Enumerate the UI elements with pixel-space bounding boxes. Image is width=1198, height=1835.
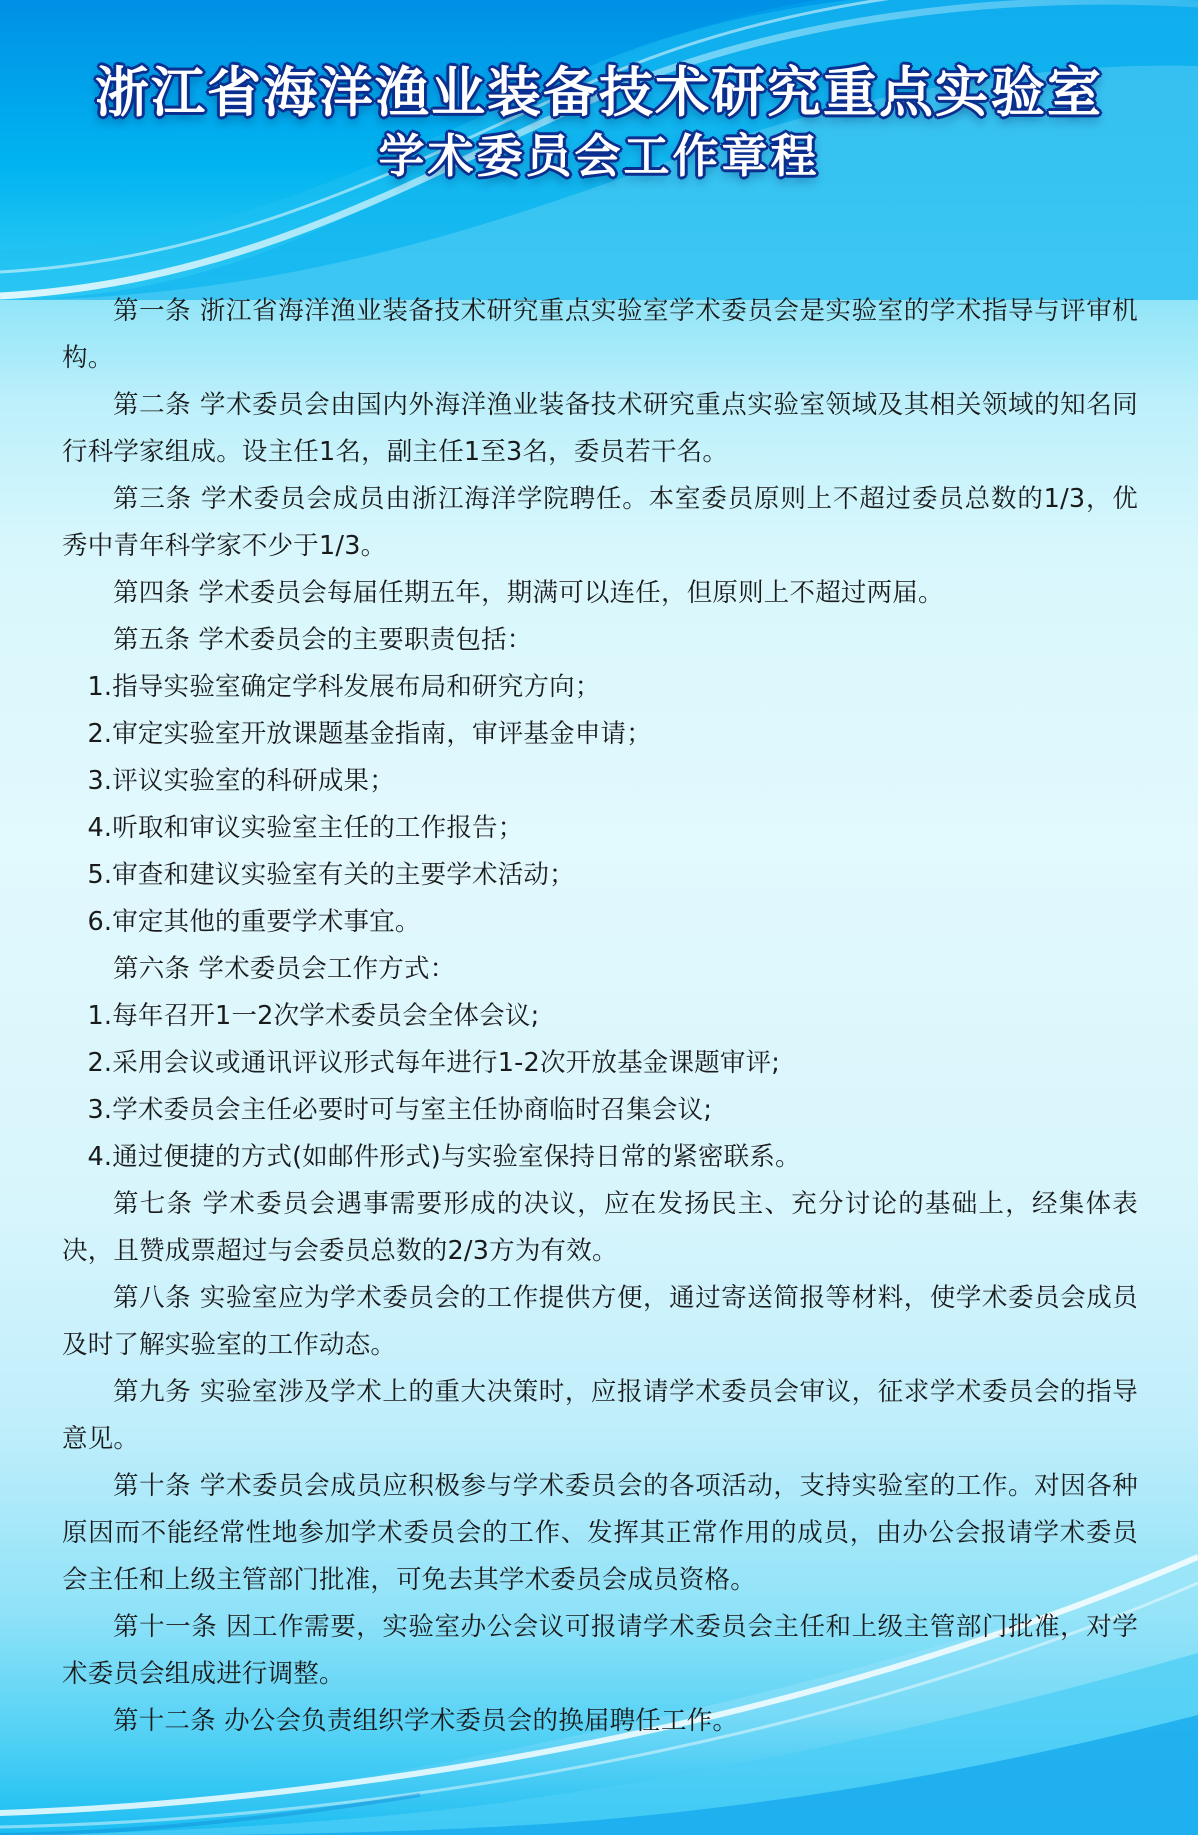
- paragraph: 第十一条 因工作需要，实验室办公会议可报请学术委员会主任和上级主管部门批准，对学术委员会组成进行调整。: [62, 1612, 1138, 1689]
- list-item: 6.审定其他的重要学术事宜。: [87, 907, 421, 937]
- paragraph: 第二条 学术委员会由国内外海洋渔业装备技术研究重点实验室领域及其相关领域的知名同行科学家组成。设主任1名，副主任1至3名，委员若干名。: [62, 390, 1138, 467]
- paragraph: 第五条 学术委员会的主要职责包括：: [113, 625, 533, 655]
- paragraph: 第九务 实验室涉及学术上的重大决策时，应报请学术委员会审议，征求学术委员会的指导意见。: [62, 1377, 1138, 1454]
- list-item: 2.采用会议或通讯评议形式每年进行1-2次开放基金课题审评;: [87, 1048, 781, 1078]
- list-item: 4.听取和审议实验室主任的工作报告；: [87, 813, 524, 843]
- list-item: 5.审查和建议实验室有关的主要学术活动；: [87, 860, 575, 890]
- paragraph: 第十条 学术委员会成员应积极参与学术委员会的各项活动，支持实验室的工作。对因各种原因而不能经常性地参加学术委员会的工作、发挥其正常作用的成员，由办公会报请学术委员会主任和上级主管部门批准，可免去其学术委员会成员资格。: [62, 1471, 1138, 1595]
- document-body: [62, 288, 1138, 1745]
- list-item: 3.学术委员会主任必要时可与室主任协商临时召集会议;: [87, 1095, 713, 1125]
- poster-header: [0, 62, 1198, 183]
- paragraph: 第七条 学术委员会遇事需要形成的决议，应在发扬民主、充分讨论的基础上，经集体表决，且赞成票超过与会委员总数的2/3方为有效。: [62, 1189, 1138, 1266]
- list-item: 1.每年召开1一2次学术委员会全体会议;: [87, 1001, 540, 1031]
- list-item: 3.评议实验室的科研成果；: [87, 766, 395, 796]
- paragraph: 第八条 实验室应为学术委员会的工作提供方便，通过寄送简报等材料，使学术委员会成员及时了解实验室的工作动态。: [62, 1283, 1138, 1360]
- paragraph: 第一条 浙江省海洋渔业装备技术研究重点实验室学术委员会是实验室的学术指导与评审机构。: [62, 296, 1138, 373]
- paragraph: 第四条 学术委员会每届任期五年，期满可以连任，但原则上不超过两届。: [113, 578, 944, 608]
- page-subtitle: 学术委员会工作章程: [378, 129, 820, 184]
- paragraph: 第六条 学术委员会工作方式：: [113, 954, 456, 984]
- paragraph: 第三条 学术委员会成员由浙江海洋学院聘任。本室委员原则上不超过委员总数的1/3，优秀中青年科学家不少于1/3。: [62, 484, 1138, 561]
- page-title: 浙江省海洋渔业装备技术研究重点实验室: [95, 61, 1103, 124]
- list-item: 2.审定实验室开放课题基金指南，审评基金申请；: [87, 719, 652, 749]
- list-item: 1.指导实验室确定学科发展布局和研究方向；: [87, 672, 601, 702]
- list-item: 4.通过便捷的方式(如邮件形式)与实验室保持日常的紧密联系。: [87, 1142, 801, 1172]
- paragraph: 第十二条 办公会负责组织学术委员会的换届聘任工作。: [113, 1706, 739, 1736]
